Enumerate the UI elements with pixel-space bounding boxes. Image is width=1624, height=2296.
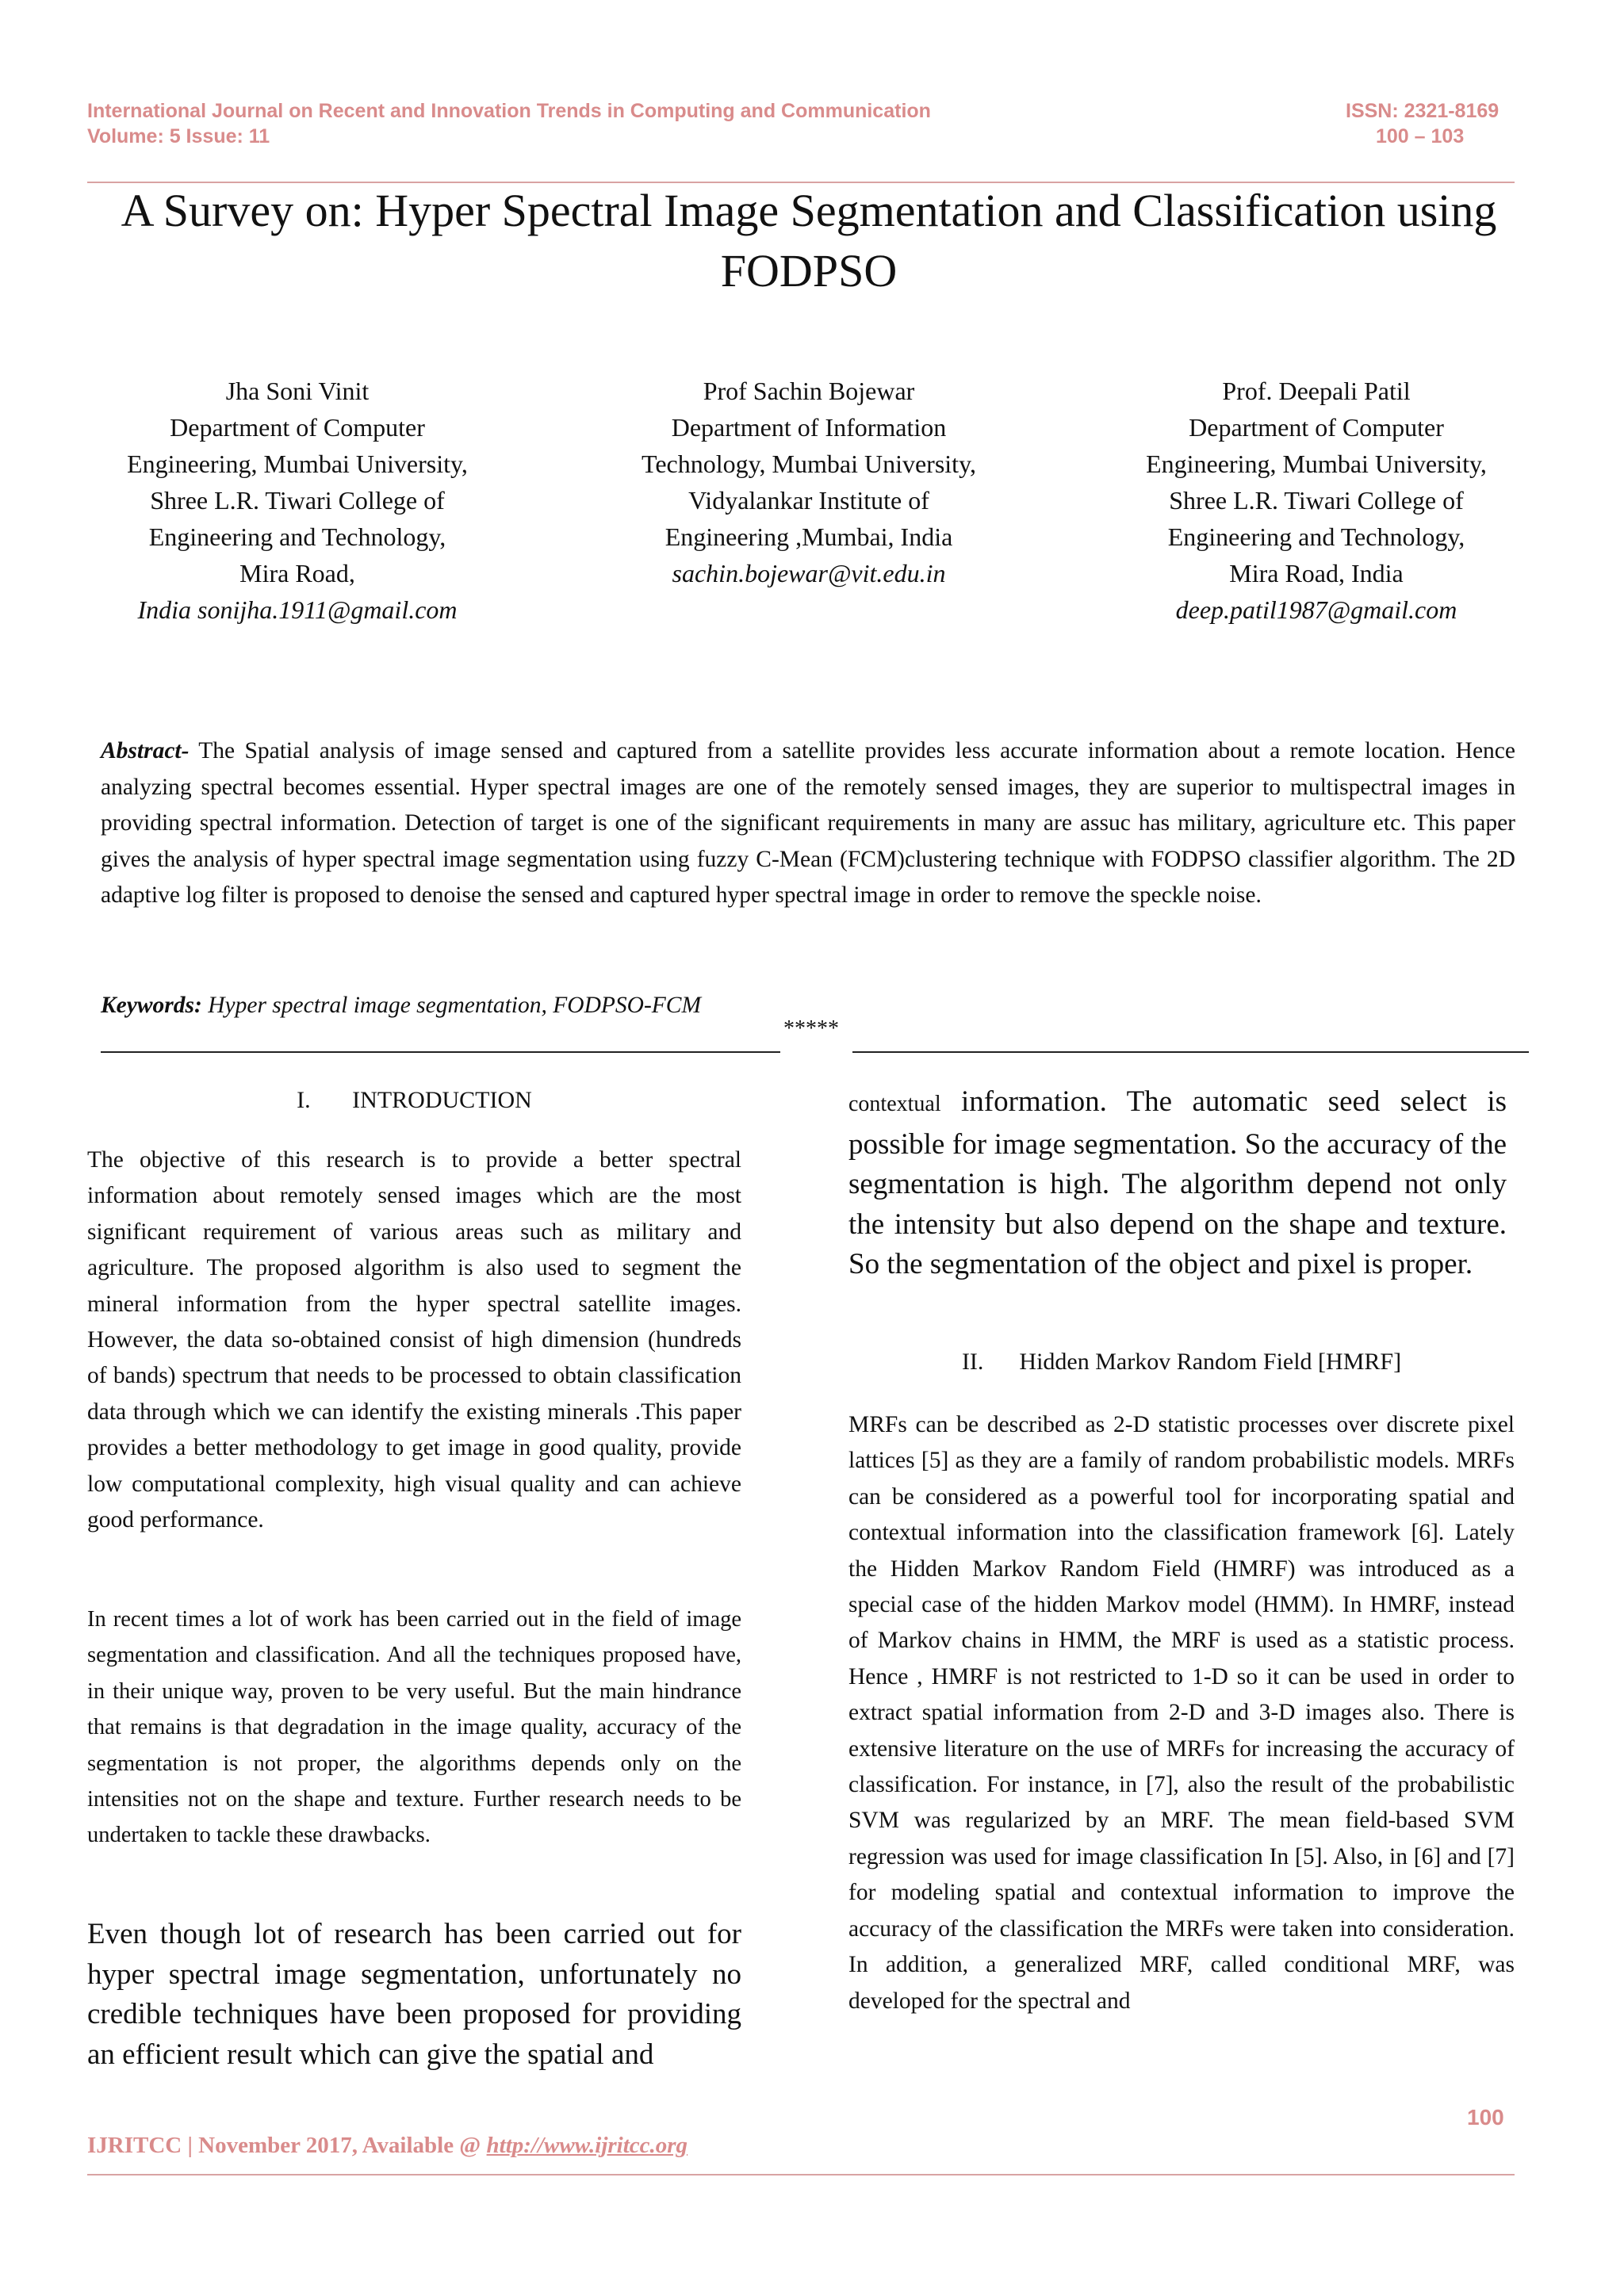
author-3-line: Mira Road, India (1229, 559, 1404, 587)
title-line-1: A Survey on: Hyper Spectral Image Segmentation and Classification using (121, 185, 1497, 236)
separator-stars: ***** (783, 1016, 839, 1041)
separator-rule-right (852, 1051, 1529, 1053)
section-1-title: INTRODUCTION (352, 1087, 532, 1113)
abstract-text: The Spatial analysis of image sensed and captured from a satellite provides less accurate information about a remote location. Hence analyzing spectral becomes essential. Hyper spectral images are one of the remotely sensed images, they are superior to multispectral images in providing spectral information. Detection of target is one of the significant requirements in many are assuc has military, agriculture etc. This paper gives the analysis of hyper spectral image segmentation using fuzzy C-Mean (FCM)clustering technique with FODPSO classifier algorithm. The 2D adaptive log filter is proposed to denoise the sensed and captured hyper spectral image in order to remove the speckle noise. (101, 738, 1515, 908)
author-3-email[interactable]: deep.patil1987@gmail.com (1175, 595, 1457, 624)
keywords (101, 988, 701, 1024)
section-2-title: Hidden Markov Random Field [HMRF] (1019, 1349, 1402, 1375)
keywords-label: Keywords: (101, 993, 202, 1018)
footer-rule (87, 2174, 1515, 2175)
section-2-heading (848, 1346, 1515, 1378)
abstract-label: Abstract- (101, 738, 190, 763)
author-2-line: Department of Information (671, 413, 947, 442)
author-1-line: Jha Soni Vinit (225, 377, 370, 405)
author-3-line: Shree L.R. Tiwari College of (1169, 486, 1464, 515)
page-number: 100 (1467, 2105, 1504, 2130)
journal-name: International Journal on Recent and Innovation Trends in Computing and Communication (87, 100, 931, 122)
author-1-line: Mira Road, (239, 559, 355, 587)
separator-rule-left (101, 1051, 780, 1053)
author-2-email[interactable]: sachin.bojewar@vit.edu.in (672, 559, 946, 587)
author-2-line: Technology, Mumbai University, (642, 450, 976, 478)
author-2-line: Vidyalankar Institute of (688, 486, 929, 515)
author-1 (75, 373, 519, 628)
author-2 (587, 373, 1031, 591)
author-3-line: Engineering and Technology, (1167, 522, 1465, 551)
author-1-line: Department of Computer (170, 413, 425, 442)
footer-link[interactable]: http://www.ijritcc.org (486, 2133, 688, 2158)
continued-paragraph (848, 1082, 1507, 1285)
continued-first-word: contextual (848, 1092, 941, 1116)
author-1-email[interactable]: India sonijha.1911@gmail.com (137, 595, 458, 624)
section-2-paragraph-1: MRFs can be described as 2-D statistic processes over discrete pixel lattices [5] as they are a family of random probabilistic models. MRFs can be considered as a powerful tool for incorporating spatial and contextual information into the classification framework [6]. Lately the Hidden Markov Random Field (HMRF) was introduced as a special case of the hidden Markov model (HMM). In HMRF, instead of Markov chains in HMM, the MRF is used as a statistic process. Hence , HMRF is not restricted to 1-D so it can be used in order to extract spatial information from 2-D and 3-D images also. There is extensive literature on the use of MRFs for increasing the accuracy of classification. For instance, in [7], also the result of the probabilistic SVM was regularized by an MRF. The mean field-based SVM regression was used for image classification In [5]. Also, in [6] and [7] for modeling spatial and contextual information to improve the accuracy of the classification the MRFs were taken into consideration. In addition, a generalized MRF, called conditional MRF, was developed for the spectral and (848, 1412, 1515, 2014)
section-2-number: II. (961, 1349, 984, 1375)
author-1-line: Engineering, Mumbai University, (127, 450, 468, 478)
author-3-line: Engineering, Mumbai University, (1146, 450, 1487, 478)
author-1-line: Shree L.R. Tiwari College of (150, 486, 445, 515)
author-1-line: Engineering and Technology, (148, 522, 446, 551)
author-3-line: Department of Computer (1189, 413, 1444, 442)
page-range: 100 – 103 (1376, 125, 1465, 147)
volume-issue: Volume: 5 Issue: 11 (87, 125, 270, 147)
continued-text: information. The automatic seed select is possible for image segmentation. So the accuracy of the segmentation is high. The algorithm depend not only the intensity but also depend on the shape and texture. So the segmentation of the object and pixel is proper. (848, 1085, 1507, 1280)
author-3-line: Prof. Deepali Patil (1222, 377, 1411, 405)
section-1-paragraph-1: The objective of this research is to provide a better spectral information about remotely sensed images which are the most significant requirement of various areas such as military and agriculture. The proposed algorithm is also used to segment the mineral information from the hyper spectral satellite images. However, the data so-obtained consist of high dimension (hundreds of bands) spectrum that needs to be processed to obtain classification data through which we can identify the existing minerals .This paper provides a better methodology to get image in good quality, provide low computational complexity, high visual quality and can achieve good performance. (87, 1147, 741, 1533)
footer-text: IJRITCC | November 2017, Available @ (87, 2133, 487, 2158)
author-2-line: Engineering ,Mumbai, India (665, 522, 953, 551)
section-1-paragraph-3: Even though lot of research has been carried out for hyper spectral image segmentation, unfortunately no credible techniques have been proposed for providing an efficient result which can give the spatial and (87, 1918, 741, 2071)
paper-title (79, 181, 1538, 301)
section-1-number: I. (297, 1087, 311, 1113)
issn: ISSN: 2321-8169 (1346, 100, 1500, 122)
author-3 (1094, 373, 1538, 628)
footer (87, 2133, 688, 2159)
abstract (101, 733, 1515, 914)
keywords-text: Hyper spectral image segmentation, FODPSO-FCM (201, 993, 702, 1018)
section-1-paragraph-2: In recent times a lot of work has been carried out in the field of image segmentation and classification. And all the techniques proposed have, in their unique way, proven to be very useful. But the main hindrance that remains is that degradation in the image quality, accuracy of the segmentation is not proper, the algorithms depends only on the intensities not on the shape and texture. Further research needs to be undertaken to tackle these drawbacks. (87, 1607, 741, 1848)
author-2-line: Prof Sachin Bojewar (703, 377, 915, 405)
title-line-2: FODPSO (720, 245, 898, 297)
section-1-heading (87, 1085, 741, 1116)
